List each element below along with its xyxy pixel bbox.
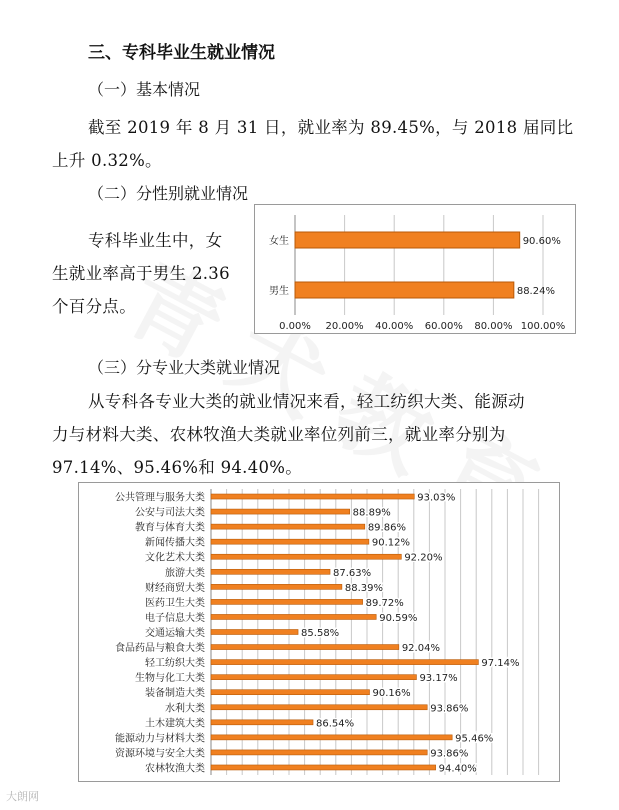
- footer-logo: 大朗网: [6, 790, 39, 803]
- category-label: 能源动力与材料大类: [115, 733, 205, 745]
- category-label: 医药卫生大类: [145, 597, 205, 609]
- bar: [211, 690, 369, 695]
- category-label: 财经商贸大类: [145, 582, 205, 594]
- bar: [211, 509, 350, 514]
- data-label: 90.60%: [522, 236, 561, 247]
- bar: [211, 750, 427, 755]
- major-paragraph-line-3: 97.14%、95.46%和 94.40%。: [52, 458, 303, 477]
- data-label: 88.24%: [516, 286, 555, 297]
- data-label: 89.86%: [367, 522, 406, 534]
- major-bar-chart: [79, 483, 559, 781]
- bar: [211, 675, 416, 680]
- data-label: 90.59%: [379, 612, 418, 624]
- data-label: 97.14%: [481, 658, 520, 670]
- bar: [211, 539, 369, 544]
- bar: [211, 735, 452, 740]
- bar: [211, 569, 330, 574]
- category-label: 女生: [269, 236, 289, 247]
- major-paragraph-line-1: 从专科各专业大类的就业情况来看，轻工纺织大类、能源动: [88, 392, 525, 411]
- category-label: 土木建筑大类: [145, 718, 205, 730]
- data-label: 86.54%: [316, 718, 355, 730]
- category-label: 食品药品与粮食大类: [115, 643, 205, 655]
- bar: [211, 584, 342, 589]
- data-label: 88.89%: [352, 507, 391, 519]
- data-label: 94.40%: [438, 763, 477, 775]
- data-label: 93.03%: [417, 492, 456, 504]
- gender-paragraph-line-1: 专科毕业生中，女: [88, 231, 223, 250]
- bar: [211, 720, 313, 725]
- category-label: 轻工纺织大类: [145, 658, 205, 670]
- data-label: 95.46%: [455, 733, 494, 745]
- gender-bar-chart: [255, 205, 575, 333]
- data-label: 93.86%: [430, 748, 469, 760]
- gender-chart: [254, 204, 576, 334]
- category-label: 教育与体育大类: [135, 522, 205, 534]
- gender-paragraph-line-2: 生就业率高于男生 2.36: [52, 264, 230, 283]
- bar: [211, 599, 363, 604]
- data-label: 90.12%: [371, 537, 411, 549]
- category-label: 男生: [269, 286, 289, 297]
- x-tick-label: 40.00%: [375, 321, 414, 332]
- bar: [211, 645, 399, 650]
- x-tick-label: 60.00%: [424, 321, 463, 332]
- bar: [211, 705, 427, 710]
- subsection-basic-title: （一）基本情况: [88, 80, 201, 99]
- bar: [295, 282, 514, 298]
- category-label: 装备制造大类: [145, 688, 205, 700]
- category-label: 电子信息大类: [145, 612, 205, 624]
- category-label: 旅游大类: [165, 567, 205, 579]
- bar: [295, 232, 520, 248]
- data-label: 92.04%: [401, 643, 440, 655]
- data-label: 93.86%: [430, 703, 469, 715]
- data-label: 90.16%: [372, 688, 411, 700]
- section-title: 三、专科毕业生就业情况: [88, 43, 275, 63]
- x-tick-label: 0.00%: [279, 321, 311, 332]
- category-label: 交通运输大类: [145, 628, 205, 639]
- category-label: 水利大类: [165, 703, 205, 715]
- bar: [211, 524, 365, 529]
- category-label: 公安与司法大类: [135, 507, 205, 519]
- data-label: 92.20%: [404, 552, 443, 564]
- bar: [211, 630, 298, 635]
- data-label: 93.17%: [419, 673, 458, 685]
- category-label: 农林牧渔大类: [145, 763, 205, 775]
- basic-paragraph-line-1: 截至 2019 年 8 月 31 日，就业率为 89.45%，与 2018 届同比: [88, 118, 574, 137]
- data-label: 87.63%: [333, 567, 372, 579]
- x-tick-label: 80.00%: [474, 321, 513, 332]
- bar: [211, 660, 478, 665]
- category-label: 生物与化工大类: [135, 673, 205, 685]
- basic-paragraph-line-2: 上升 0.32%。: [52, 151, 162, 170]
- major-paragraph-line-2: 力与材料大类、农林牧渔大类就业率位列前三，就业率分别为: [52, 425, 506, 444]
- bar: [211, 765, 436, 770]
- gender-paragraph-line-3: 个百分点。: [52, 297, 136, 316]
- x-tick-label: 20.00%: [325, 321, 364, 332]
- subsection-major-title: （三）分专业大类就业情况: [88, 358, 281, 377]
- x-tick-label: 100.00%: [520, 321, 566, 332]
- bar: [211, 554, 401, 559]
- data-label: 85.58%: [301, 628, 340, 639]
- data-label: 89.72%: [365, 597, 404, 609]
- bar: [211, 614, 376, 619]
- major-chart: [78, 482, 560, 782]
- bar: [211, 494, 414, 499]
- category-label: 文化艺术大类: [145, 552, 205, 564]
- category-label: 公共管理与服务大类: [115, 492, 205, 504]
- subsection-gender-title: （二）分性别就业情况: [88, 184, 249, 203]
- category-label: 新闻传播大类: [145, 537, 205, 549]
- category-label: 资源环境与安全大类: [115, 748, 205, 760]
- data-label: 88.39%: [344, 582, 384, 594]
